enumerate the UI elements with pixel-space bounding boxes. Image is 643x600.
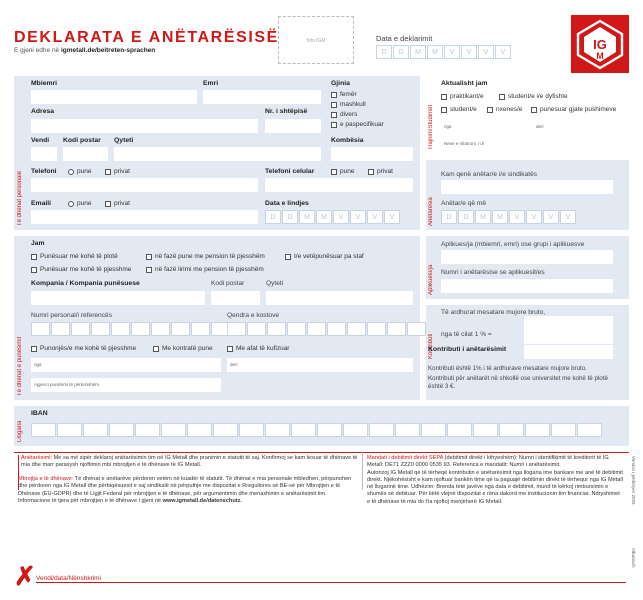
- gender-label: Gjinia: [331, 80, 350, 87]
- digit-box[interactable]: M: [475, 210, 491, 224]
- digit-box[interactable]: V: [509, 210, 525, 224]
- digit-box[interactable]: M: [299, 210, 315, 224]
- digit-box[interactable]: [265, 423, 290, 437]
- parttime-worker-checkbox[interactable]: Punonjës/e me kohë të pjesshme: [31, 345, 136, 352]
- pupil-checkbox[interactable]: nxenes/e: [487, 106, 522, 113]
- digit-box[interactable]: V: [478, 45, 494, 59]
- digit-box[interactable]: V: [543, 210, 559, 224]
- membership-fee-label: Kontributi i anëtarësimit: [428, 346, 507, 353]
- applicant-name-input[interactable]: [441, 250, 613, 264]
- city-input[interactable]: [114, 147, 321, 161]
- personnel-number-field[interactable]: [31, 322, 231, 336]
- partial-retirement-release-checkbox[interactable]: në fazë lirimi me pension të pjesshëm: [146, 266, 264, 273]
- digit-box[interactable]: [31, 423, 56, 437]
- digit-box[interactable]: [31, 322, 50, 336]
- fixed-term-checkbox[interactable]: Me afat të kufizuar: [227, 345, 289, 352]
- digit-box[interactable]: [135, 423, 160, 437]
- firstname-input[interactable]: [203, 90, 321, 104]
- digit-box[interactable]: V: [526, 210, 542, 224]
- gender-unspecified-checkbox[interactable]: e paspecifikuar: [331, 121, 384, 128]
- contribution-note-1: Kontributi është 1% i të ardhurave mesatare mujore bruto.: [428, 365, 587, 372]
- digit-box[interactable]: [367, 322, 386, 336]
- employment-status-label: Jam: [31, 240, 45, 247]
- contribution-side-label: Kontributi: [428, 333, 434, 359]
- digit-box[interactable]: [191, 322, 210, 336]
- digit-box[interactable]: [91, 322, 110, 336]
- applicant-number-label: Numri i anëtarësise se aplikuesit/es: [441, 269, 545, 276]
- digit-box[interactable]: V: [350, 210, 366, 224]
- iban-label: IBAN: [31, 410, 48, 417]
- gender-female-checkbox[interactable]: femër: [331, 91, 357, 98]
- holiday-worker-checkbox[interactable]: punesuar gjate pushimeve: [531, 106, 616, 113]
- applicant-side-label: Aplikuesi/ja: [428, 264, 434, 295]
- mobile-private-checkbox[interactable]: privat: [368, 168, 393, 175]
- parttime-checkbox[interactable]: Punësuar me kohë të pjesshme: [31, 266, 131, 273]
- digit-box[interactable]: [51, 322, 70, 336]
- digit-box[interactable]: [407, 322, 426, 336]
- company-city-input[interactable]: [266, 291, 413, 305]
- personnel-number-label: Numri personal/i referencës: [31, 312, 112, 319]
- personal-side-label: Të dhënat personale: [17, 170, 23, 226]
- svg-text:M: M: [596, 51, 604, 61]
- digit-box[interactable]: [577, 423, 602, 437]
- digit-box[interactable]: M: [492, 210, 508, 224]
- digit-box[interactable]: [347, 322, 366, 336]
- footer-divider: [14, 452, 629, 453]
- house-number-label: Nr. i shtëpisë: [265, 108, 308, 115]
- currently-label: Aktualisht jam: [441, 80, 488, 87]
- training-from-input[interactable]: nga: [441, 120, 528, 134]
- digit-box[interactable]: [291, 423, 316, 437]
- signature-label: Vendi/data/Nënshkrimi: [36, 575, 102, 582]
- digit-box[interactable]: [395, 423, 420, 437]
- email-input[interactable]: [31, 210, 258, 224]
- nationality-label: Kombësia: [331, 137, 364, 144]
- cost-center-label: Qendra e kostove: [227, 312, 280, 319]
- svg-text:IG: IG: [593, 37, 607, 52]
- digit-box[interactable]: [71, 322, 90, 336]
- digit-box[interactable]: [267, 322, 286, 336]
- lastname-label: Mbiemri: [31, 80, 58, 87]
- digit-box[interactable]: V: [367, 210, 383, 224]
- country-label: Vendi: [31, 137, 50, 144]
- digit-box[interactable]: [161, 423, 186, 437]
- digit-box[interactable]: [307, 322, 326, 336]
- digit-box[interactable]: V: [384, 210, 400, 224]
- previous-member-input[interactable]: [441, 180, 613, 194]
- digit-box[interactable]: M: [410, 45, 426, 59]
- gender-male-checkbox[interactable]: mashkull: [331, 101, 366, 108]
- work-from-input[interactable]: nga: [31, 358, 221, 372]
- student-checkbox[interactable]: student/e: [441, 106, 477, 113]
- member-since-label: Anëtar/e që më: [441, 200, 487, 207]
- previous-member-label: Kam qenë anëtar/e i/e sindikatës: [441, 171, 538, 178]
- contract-checkbox[interactable]: Me kontratë pune: [153, 345, 213, 352]
- email-private-checkbox[interactable]: privat: [105, 200, 130, 207]
- applicant-name-label: Aplikues/ja (mbiemri, emri) ose grupi i aplikuesve: [441, 241, 585, 248]
- phone-work-radio[interactable]: pune: [68, 168, 91, 175]
- digit-box[interactable]: [111, 322, 130, 336]
- footer-separator: [362, 452, 363, 490]
- company-postal-input[interactable]: [211, 291, 260, 305]
- trainee-checkbox[interactable]: praktikant/e: [441, 93, 484, 100]
- phone-private-checkbox[interactable]: privat: [105, 168, 130, 175]
- partial-retirement-work-checkbox[interactable]: në fazë pune me pension të pjesshëm: [146, 253, 265, 260]
- digit-box[interactable]: V: [444, 45, 460, 59]
- account-side-label: Llogaria: [17, 420, 23, 442]
- digit-box[interactable]: [473, 423, 498, 437]
- address-label: Adresa: [31, 108, 55, 115]
- company-input[interactable]: [31, 291, 205, 305]
- photo-placeholder: foto IGM: [278, 16, 354, 64]
- digit-box[interactable]: [343, 423, 368, 437]
- digit-box[interactable]: [187, 423, 212, 437]
- mobile-label: Telefoni celular: [265, 168, 315, 175]
- privacy-text: Mbrojtja e të dhënave: Të dhënat e anëtarëve përdoren vetëm në kuadër të statutit. Të dhënat e mia personale mbledhen, përpunohen dhe përdoren nga IG Metall dhe përfaqësuesit e saj sindikalë në përputhje me dispozitat e Rregullores së BE-së për Mbrojtjen e të Dhënave (EU-GDPR) dhe të Ligjit Federal për mbrojtjen e të dhënave, për argumentimin dhe menaxhimin e anëtarësimit tim. Informacione të tjera për mbrojtjen e të dhënave i gjeni në www.igmetall.de/datenschutz.: [18, 476, 352, 504]
- one-percent-label: nga të cilat 1 % =: [441, 331, 492, 338]
- digit-box[interactable]: [387, 322, 406, 336]
- igm-logo: [571, 15, 629, 73]
- company-label: Kompania / Kompania punësuese: [31, 280, 140, 287]
- postal-code-input[interactable]: [63, 147, 108, 161]
- member-since-field[interactable]: [441, 210, 577, 224]
- digit-box[interactable]: V: [560, 210, 576, 224]
- mobile-work-checkbox[interactable]: pune: [331, 168, 354, 175]
- work-to-input[interactable]: deri: [227, 358, 413, 372]
- cost-center-field[interactable]: [227, 322, 427, 336]
- birthdate-label: Data e lindjes: [265, 200, 309, 207]
- digit-box[interactable]: D: [393, 45, 409, 59]
- languages-link[interactable]: igmetall.de/beitreten-sprachen: [60, 47, 156, 54]
- mobile-input[interactable]: [265, 178, 413, 192]
- digit-box[interactable]: D: [376, 45, 392, 59]
- declaration-date-field[interactable]: [376, 45, 512, 59]
- nationality-input[interactable]: [331, 147, 413, 161]
- contribution-note-2: Kontributi për anëtarët në shkollë ose universitet me kohë të plotë është 3 €.: [428, 375, 608, 390]
- gross-income-input[interactable]: [524, 316, 613, 330]
- digit-box[interactable]: [327, 322, 346, 336]
- digit-box[interactable]: D: [265, 210, 281, 224]
- digit-box[interactable]: V: [495, 45, 511, 59]
- training-end-input[interactable]: Nese e mbaroni, n.k: [441, 138, 528, 150]
- digit-box[interactable]: [239, 423, 264, 437]
- digit-box[interactable]: [131, 322, 150, 336]
- firstname-label: Emri: [203, 80, 219, 87]
- form-subtitle: E gjeni edhe në igmetall.de/beitreten-sprachen: [14, 47, 156, 54]
- digit-box[interactable]: [227, 322, 246, 336]
- digit-box[interactable]: [287, 322, 306, 336]
- language-label: Albanisch: [631, 548, 636, 568]
- birthdate-field[interactable]: [265, 210, 401, 224]
- signature-line[interactable]: [36, 582, 626, 583]
- lastname-input[interactable]: [31, 90, 197, 104]
- digit-box[interactable]: V: [461, 45, 477, 59]
- iban-field[interactable]: [31, 423, 603, 437]
- digit-box[interactable]: [213, 423, 238, 437]
- digit-box[interactable]: [369, 423, 394, 437]
- digit-box[interactable]: [499, 423, 524, 437]
- training-to-input[interactable]: deri: [533, 120, 613, 134]
- digit-box[interactable]: D: [458, 210, 474, 224]
- digit-box[interactable]: M: [427, 45, 443, 59]
- digit-box[interactable]: D: [441, 210, 457, 224]
- dual-student-checkbox[interactable]: student/e i/e dyfishte: [499, 93, 568, 100]
- gender-diverse-checkbox[interactable]: divers: [331, 111, 357, 118]
- digit-box[interactable]: [57, 423, 82, 437]
- version-label: Version i përkthyer 2025: [631, 456, 636, 505]
- digit-box[interactable]: [171, 322, 190, 336]
- digit-box[interactable]: [447, 423, 472, 437]
- country-input[interactable]: [31, 147, 57, 161]
- applicant-number-input[interactable]: [441, 279, 613, 293]
- digit-box[interactable]: [525, 423, 550, 437]
- gross-income-label: Të ardhurat mesatare mujore bruto,: [441, 309, 546, 316]
- phone-label: Telefoni: [31, 168, 57, 175]
- digit-box[interactable]: [151, 322, 170, 336]
- digit-box[interactable]: [247, 322, 266, 336]
- digit-box[interactable]: M: [316, 210, 332, 224]
- signature-x-icon: ✗: [14, 561, 36, 591]
- one-percent-input[interactable]: [524, 330, 613, 344]
- fulltime-checkbox[interactable]: Punësuar me kohë të plotë: [31, 253, 118, 260]
- phone-input[interactable]: [31, 178, 258, 192]
- email-label: Emaili: [31, 200, 52, 207]
- digit-box[interactable]: [83, 423, 108, 437]
- postal-code-label: Kodi postar: [63, 137, 101, 144]
- digit-box[interactable]: [317, 423, 342, 437]
- digit-box[interactable]: [421, 423, 446, 437]
- email-work-radio[interactable]: pune: [68, 200, 91, 207]
- form-title: DEKLARATA E ANËTARËSISË: [14, 29, 279, 46]
- sepa-text: Mandati i debitimit direkt SEPA (debitimit direkt i kthyeshëm): Numri i identifikimit të kreditorit të IG Metall: DE71 ZZZ0 0000 0535 93. Referenca e mandatit: Numri i anëtarësimit. Autorizoj IG Metall që të tërheqë kontributin e anëtarësimit nga llogaria ime bankare me anë të debitimit direkt. Njëkohësisht e kam njoftuar bankën time që ta paguajë debitimin direkt të tërhequr nga IG Metall në llogarinë time. Udhëzim: Brenda tetë javëve nga data e debitimit, mund të kërkoj rimbursimin e shumës së debituar. Për këtë vlejnë dispozitat e rëna dakord me institucionin tim financiar. Ndryshimet e të dhënave të mia do t'ia njoftoj menjëherë IG Metall.: [367, 455, 623, 505]
- employment-side-label: Të dhënat e punësimit: [17, 336, 23, 396]
- digit-box[interactable]: [551, 423, 576, 437]
- city-label: Qyteti: [114, 137, 134, 144]
- digit-box[interactable]: V: [333, 210, 349, 224]
- house-number-input[interactable]: [265, 119, 321, 133]
- agency-input[interactable]: Agjenci punësimi të përkohshëm: [31, 378, 221, 392]
- declaration-date-label: Data e deklarimit: [376, 34, 433, 43]
- company-city-label: Qyteti: [266, 280, 284, 287]
- self-employed-checkbox[interactable]: I/e vetëpunësuar pa staf: [285, 253, 364, 260]
- membership-fee-input[interactable]: [524, 345, 613, 359]
- membership-side-label: Anëtarësia: [428, 197, 434, 226]
- company-postal-label: Kodi postar: [211, 280, 245, 287]
- privacy-link[interactable]: www.igmetall.de/datenschutz.: [162, 497, 242, 504]
- address-input[interactable]: [31, 119, 258, 133]
- digit-box[interactable]: [109, 423, 134, 437]
- digit-box[interactable]: D: [282, 210, 298, 224]
- training-side-label: Trajnim/Studimet: [428, 104, 434, 150]
- membership-text: Anëtarësimi: Me sa më sipër deklaroj anëtarësimin tim në IG Metall dhe pranimin e statutit të saj. Konfirmoj se kam lexuar të dhënave të mia dhe marr parasysh njoftimin mbi mbrojtjen e të dhënave të IG Metall.: [18, 455, 358, 490]
